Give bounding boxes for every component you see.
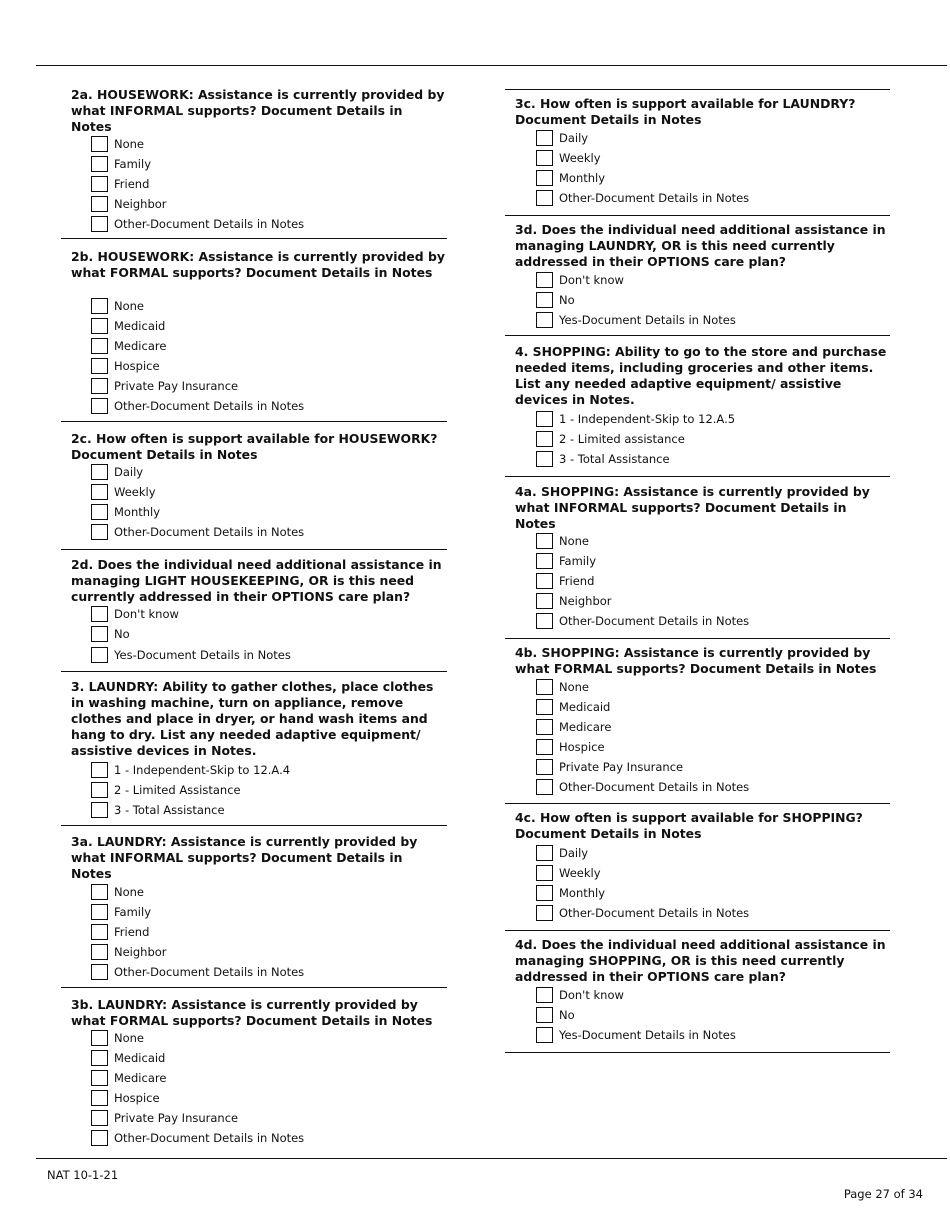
checkbox[interactable] — [91, 626, 108, 642]
option-2b-other-document-details-in-notes[interactable] — [91, 396, 304, 416]
question-2b: 2b. HOUSEWORK: Assistance is currently provided by what FORMAL supports? Document Details in Notes — [71, 249, 445, 280]
option-label: Private Pay Insurance — [559, 760, 684, 774]
checkbox[interactable] — [91, 1070, 108, 1086]
option-label: Neighbor — [114, 197, 167, 211]
option-label: Other-Document Details in Notes — [114, 217, 305, 231]
checkbox[interactable] — [91, 136, 108, 152]
checkbox[interactable] — [536, 865, 553, 881]
option-4b-other-document-details-in-notes[interactable] — [536, 777, 749, 797]
option-4c-daily[interactable] — [536, 843, 588, 863]
option-2a-none[interactable] — [91, 134, 144, 154]
option-label: Medicaid — [559, 700, 611, 714]
option-4c-weekly[interactable] — [536, 863, 601, 883]
option-label: Medicare — [114, 339, 167, 353]
option-3b-medicaid[interactable] — [91, 1048, 165, 1068]
section-rule — [61, 987, 447, 988]
checkbox[interactable] — [536, 272, 553, 288]
option-2b-private-pay-insurance[interactable] — [91, 376, 238, 396]
option-3d-yes-document-details-in-notes[interactable] — [536, 310, 736, 330]
section-rule — [505, 215, 890, 216]
checkbox[interactable] — [91, 1110, 108, 1126]
option-4b-medicaid[interactable] — [536, 697, 610, 717]
option-label: Hospice — [114, 359, 160, 373]
checkbox[interactable] — [536, 573, 553, 589]
checkbox[interactable] — [536, 431, 553, 447]
checkbox[interactable] — [536, 699, 553, 715]
option-label: None — [114, 299, 145, 313]
option-2b-medicaid[interactable] — [91, 316, 165, 336]
option-2d-don-t-know[interactable] — [91, 604, 179, 624]
option-label: Monthly — [114, 505, 161, 519]
option-4c-other-document-details-in-notes[interactable] — [536, 903, 749, 923]
checkbox[interactable] — [536, 170, 553, 186]
checkbox[interactable] — [91, 338, 108, 354]
checkbox[interactable] — [536, 1027, 553, 1043]
option-label: No — [559, 1008, 575, 1022]
option-2b-medicare[interactable] — [91, 336, 166, 356]
option-4d-no[interactable] — [536, 1005, 575, 1025]
option-4b-none[interactable] — [536, 677, 589, 697]
section-rule — [505, 476, 890, 477]
option-2c-other-document-details-in-notes[interactable] — [91, 522, 304, 542]
option-label: None — [559, 534, 590, 548]
option-label: None — [114, 885, 145, 899]
checkbox[interactable] — [91, 524, 108, 540]
option-label: None — [559, 680, 590, 694]
option-label: Medicare — [559, 720, 612, 734]
option-label: Neighbor — [559, 594, 612, 608]
option-4d-yes-document-details-in-notes[interactable] — [536, 1025, 736, 1045]
option-4-1-independent-skip-to-12-a-5[interactable] — [536, 409, 735, 429]
option-2b-none[interactable] — [91, 296, 144, 316]
checkbox[interactable] — [536, 613, 553, 629]
option-label: None — [114, 137, 145, 151]
checkbox[interactable] — [91, 318, 108, 334]
option-label: Other-Document Details in Notes — [559, 906, 750, 920]
option-label: Yes-Document Details in Notes — [114, 648, 291, 662]
checkbox[interactable] — [536, 845, 553, 861]
option-label: Other-Document Details in Notes — [559, 780, 750, 794]
option-label: 3 - Total Assistance — [559, 452, 670, 466]
option-3-2-limited-assistance[interactable] — [91, 780, 241, 800]
option-2c-monthly[interactable] — [91, 502, 160, 522]
checkbox[interactable] — [91, 606, 108, 622]
form-id: NAT 10-1-21 — [47, 1168, 119, 1182]
checkbox[interactable] — [536, 190, 553, 206]
checkbox[interactable] — [536, 533, 553, 549]
option-label: Weekly — [114, 485, 156, 499]
checkbox[interactable] — [91, 904, 108, 920]
option-label: 2 - Limited assistance — [559, 432, 685, 446]
checkbox[interactable] — [91, 398, 108, 414]
checkbox[interactable] — [91, 884, 108, 900]
question-3b: 3b. LAUNDRY: Assistance is currently provided by what FORMAL supports? Document Details in Notes — [71, 997, 433, 1028]
option-3a-neighbor[interactable] — [91, 942, 167, 962]
option-label: Daily — [559, 846, 589, 860]
option-4d-don-t-know[interactable] — [536, 985, 624, 1005]
top-rule — [36, 65, 947, 66]
option-label: Medicare — [114, 1071, 167, 1085]
checkbox[interactable] — [536, 411, 553, 427]
option-3c-daily[interactable] — [536, 128, 588, 148]
checkbox[interactable] — [536, 451, 553, 467]
checkbox[interactable] — [536, 779, 553, 795]
section-rule — [505, 638, 890, 639]
checkbox[interactable] — [536, 719, 553, 735]
option-label: Medicaid — [114, 319, 166, 333]
checkbox[interactable] — [536, 739, 553, 755]
checkbox[interactable] — [536, 292, 553, 308]
section-rule — [505, 803, 890, 804]
option-2b-hospice[interactable] — [91, 356, 160, 376]
option-label: Other-Document Details in Notes — [114, 1131, 305, 1145]
option-label: Weekly — [559, 151, 601, 165]
option-label: None — [114, 1031, 145, 1045]
option-label: Private Pay Insurance — [114, 1111, 239, 1125]
option-label: Friend — [114, 177, 150, 191]
checkbox[interactable] — [536, 905, 553, 921]
checkbox[interactable] — [91, 1030, 108, 1046]
option-3a-friend[interactable] — [91, 922, 149, 942]
option-3-3-total-assistance[interactable] — [91, 800, 225, 820]
option-4a-other-document-details-in-notes[interactable] — [536, 611, 749, 631]
option-2a-other-document-details-in-notes[interactable] — [91, 214, 304, 234]
option-label: Friend — [114, 925, 150, 939]
checkbox[interactable] — [91, 156, 108, 172]
checkbox[interactable] — [536, 885, 553, 901]
checkbox[interactable] — [91, 647, 108, 663]
option-label: Other-Document Details in Notes — [114, 525, 305, 539]
checkbox[interactable] — [536, 553, 553, 569]
checkbox[interactable] — [91, 196, 108, 212]
option-4a-none[interactable] — [536, 531, 589, 551]
checkbox[interactable] — [91, 964, 108, 980]
option-3a-other-document-details-in-notes[interactable] — [91, 962, 304, 982]
option-label: Other-Document Details in Notes — [559, 191, 750, 205]
checkbox[interactable] — [91, 484, 108, 500]
option-label: Monthly — [559, 171, 606, 185]
option-label: Family — [114, 905, 152, 919]
section-rule — [505, 1052, 890, 1053]
question-2d: 2d. Does the individual need additional assistance in managing LIGHT HOUSEKEEPING, OR is this need currently addressed in their OPTIONS care plan? — [71, 557, 442, 604]
checkbox[interactable] — [91, 358, 108, 374]
section-rule — [61, 549, 447, 550]
option-label: Weekly — [559, 866, 601, 880]
option-label: No — [559, 293, 575, 307]
option-label: Neighbor — [114, 945, 167, 959]
question-3: 3. LAUNDRY: Ability to gather clothes, place clothes in washing machine, turn on appliance, remove clothes and place in dryer, or hand wash items and hang to dry. List any needed adaptive equipment/ assistive devices in Notes. — [71, 679, 434, 758]
section-rule — [505, 335, 890, 336]
option-2a-neighbor[interactable] — [91, 194, 167, 214]
checkbox[interactable] — [91, 1090, 108, 1106]
checkbox[interactable] — [536, 759, 553, 775]
option-3d-no[interactable] — [536, 290, 575, 310]
option-4b-hospice[interactable] — [536, 737, 605, 757]
option-label: Medicaid — [114, 1051, 166, 1065]
option-4c-monthly[interactable] — [536, 883, 605, 903]
option-4b-private-pay-insurance[interactable] — [536, 757, 683, 777]
option-label: No — [114, 627, 130, 641]
option-label: Monthly — [559, 886, 606, 900]
bottom-rule — [36, 1158, 947, 1159]
option-label: 1 - Independent-Skip to 12.A.5 — [559, 412, 736, 426]
option-label: Daily — [114, 465, 144, 479]
question-3d: 3d. Does the individual need additional assistance in managing LAUNDRY, OR is this need currently addressed in their OPTIONS care plan? — [515, 222, 886, 269]
option-label: 1 - Independent-Skip to 12.A.4 — [114, 763, 291, 777]
option-3b-hospice[interactable] — [91, 1088, 160, 1108]
question-3a: 3a. LAUNDRY: Assistance is currently provided by what INFORMAL supports? Document Details in Notes — [71, 834, 418, 881]
section-rule — [61, 671, 447, 672]
option-label: 2 - Limited Assistance — [114, 783, 241, 797]
page-number: Page 27 of 34 — [843, 1187, 923, 1201]
option-label: 3 - Total Assistance — [114, 803, 225, 817]
checkbox[interactable] — [536, 987, 553, 1003]
option-3b-medicare[interactable] — [91, 1068, 166, 1088]
option-4a-neighbor[interactable] — [536, 591, 612, 611]
option-label: Other-Document Details in Notes — [114, 399, 305, 413]
option-label: Hospice — [559, 740, 605, 754]
question-2a: 2a. HOUSEWORK: Assistance is currently provided by what INFORMAL supports? Document Details in Notes — [71, 87, 445, 134]
question-2c: 2c. How often is support available for HOUSEWORK? Document Details in Notes — [71, 431, 438, 462]
option-4-2-limited-assistance[interactable] — [536, 429, 685, 449]
option-3c-weekly[interactable] — [536, 148, 601, 168]
option-label: Family — [114, 157, 152, 171]
checkbox[interactable] — [536, 130, 553, 146]
checkbox[interactable] — [91, 924, 108, 940]
option-3b-other-document-details-in-notes[interactable] — [91, 1128, 304, 1148]
option-label: Don't know — [559, 988, 624, 1002]
option-label: Other-Document Details in Notes — [114, 965, 305, 979]
option-2c-daily[interactable] — [91, 462, 143, 482]
checkbox[interactable] — [91, 782, 108, 798]
question-4b: 4b. SHOPPING: Assistance is currently provided by what FORMAL supports? Document Details in Notes — [515, 645, 877, 676]
checkbox[interactable] — [91, 464, 108, 480]
question-4: 4. SHOPPING: Ability to go to the store and purchase needed items, including groceries and other items. List any needed adaptive equipment/ assistive devices in Notes. — [515, 344, 887, 407]
option-label: Don't know — [114, 607, 179, 621]
checkbox[interactable] — [91, 762, 108, 778]
checkbox[interactable] — [536, 150, 553, 166]
checkbox[interactable] — [91, 1050, 108, 1066]
checkbox[interactable] — [536, 312, 553, 328]
question-3c: 3c. How often is support available for LAUNDRY? Document Details in Notes — [515, 96, 856, 127]
option-4b-medicare[interactable] — [536, 717, 611, 737]
option-3c-monthly[interactable] — [536, 168, 605, 188]
checkbox[interactable] — [536, 1007, 553, 1023]
section-rule — [61, 421, 447, 422]
checkbox[interactable] — [91, 298, 108, 314]
question-4d: 4d. Does the individual need additional assistance in managing SHOPPING, OR is this need currently addressed in their OPTIONS care plan? — [515, 937, 886, 984]
checkbox[interactable] — [536, 679, 553, 695]
checkbox[interactable] — [91, 378, 108, 394]
option-label: Daily — [559, 131, 589, 145]
option-label: Hospice — [114, 1091, 160, 1105]
option-3-1-independent-skip-to-12-a-4[interactable] — [91, 760, 290, 780]
option-3b-none[interactable] — [91, 1028, 144, 1048]
option-2a-family[interactable] — [91, 154, 151, 174]
option-label: Other-Document Details in Notes — [559, 614, 750, 628]
option-3a-family[interactable] — [91, 902, 151, 922]
option-label: Yes-Document Details in Notes — [559, 313, 736, 327]
section-rule — [61, 825, 447, 826]
option-4a-friend[interactable] — [536, 571, 594, 591]
option-label: Family — [559, 554, 597, 568]
section-rule — [505, 930, 890, 931]
checkbox[interactable] — [91, 944, 108, 960]
option-label: Yes-Document Details in Notes — [559, 1028, 736, 1042]
checkbox[interactable] — [91, 216, 108, 232]
checkbox[interactable] — [91, 504, 108, 520]
question-4c: 4c. How often is support available for SHOPPING? Document Details in Notes — [515, 810, 863, 841]
section-rule — [505, 89, 890, 90]
option-2c-weekly[interactable] — [91, 482, 156, 502]
option-4-3-total-assistance[interactable] — [536, 449, 670, 469]
option-4a-family[interactable] — [536, 551, 596, 571]
option-2a-friend[interactable] — [91, 174, 149, 194]
option-label: Don't know — [559, 273, 624, 287]
checkbox[interactable] — [91, 176, 108, 192]
question-4a: 4a. SHOPPING: Assistance is currently provided by what INFORMAL supports? Document Details in Notes — [515, 484, 870, 531]
option-3c-other-document-details-in-notes[interactable] — [536, 188, 749, 208]
option-3d-don-t-know[interactable] — [536, 270, 624, 290]
option-label: Friend — [559, 574, 595, 588]
option-2d-yes-document-details-in-notes[interactable] — [91, 645, 291, 665]
checkbox[interactable] — [91, 1130, 108, 1146]
option-3b-private-pay-insurance[interactable] — [91, 1108, 238, 1128]
option-3a-none[interactable] — [91, 882, 144, 902]
option-label: Private Pay Insurance — [114, 379, 239, 393]
section-rule — [61, 238, 447, 239]
checkbox[interactable] — [91, 802, 108, 818]
option-2d-no[interactable] — [91, 624, 130, 644]
checkbox[interactable] — [536, 593, 553, 609]
